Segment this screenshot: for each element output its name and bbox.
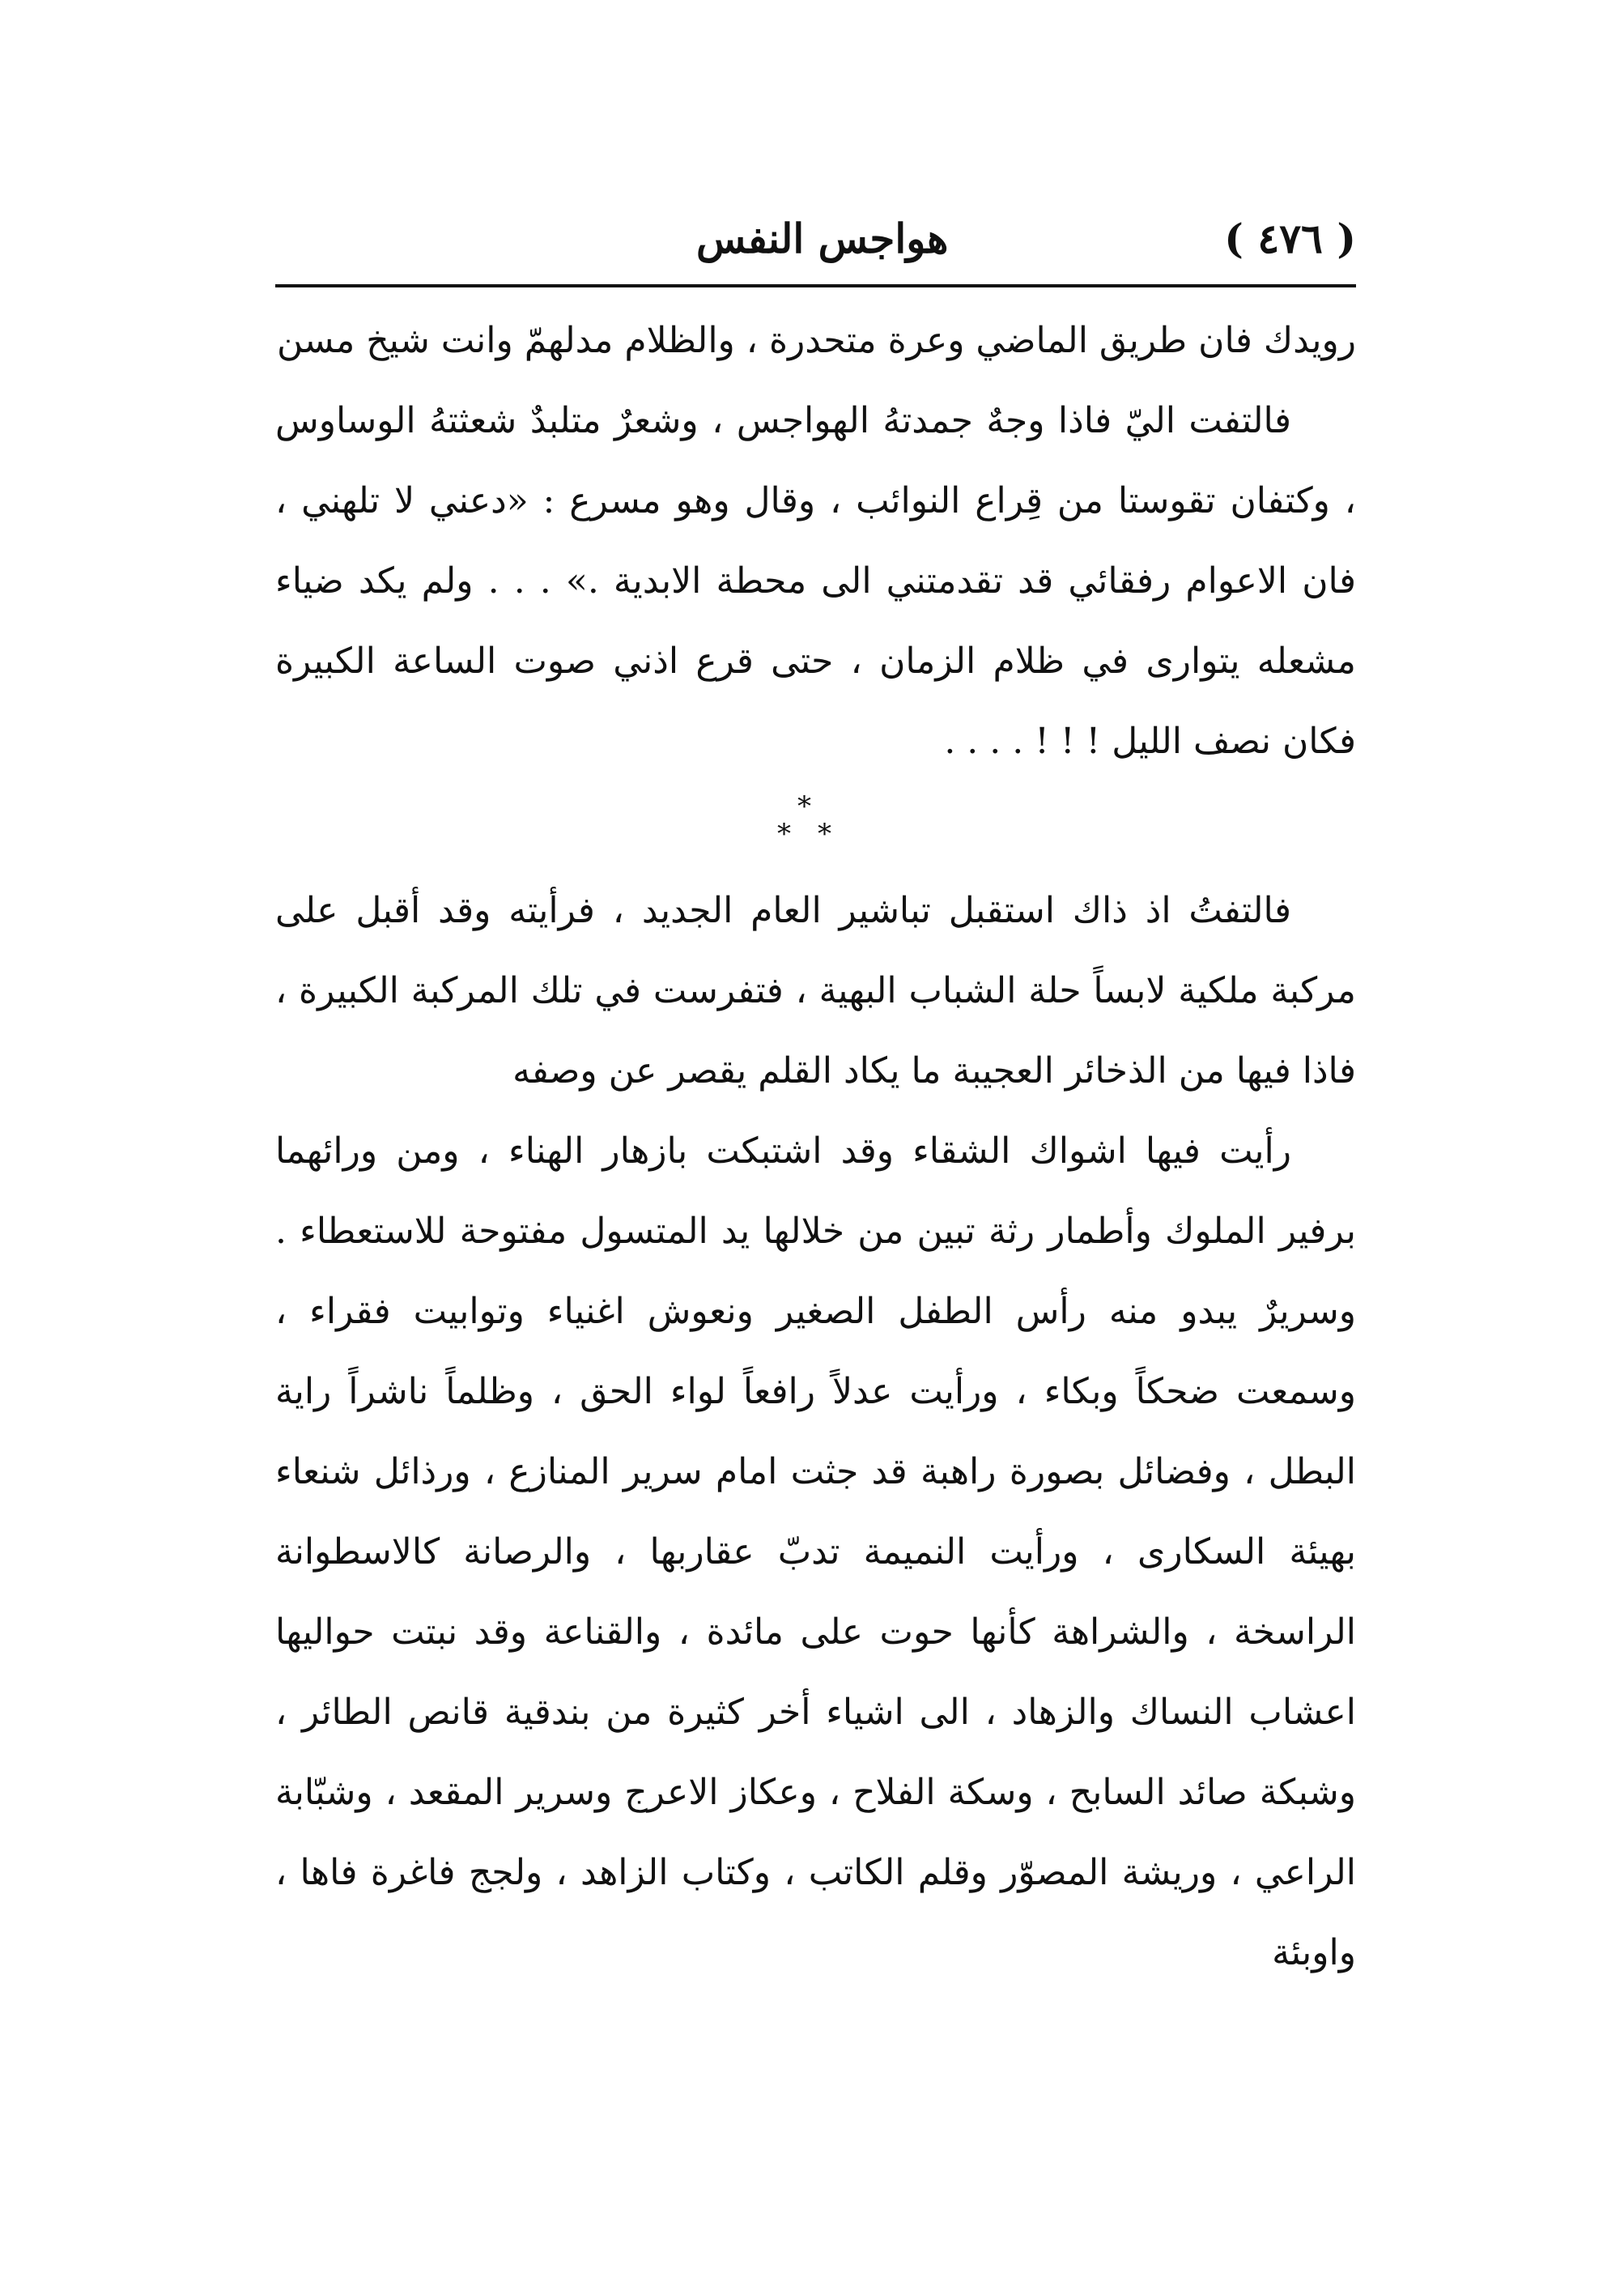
section-ornament	[275, 781, 1356, 870]
paragraph: رويدك فان طريق الماضي وعرة متحدرة ، والظلام مدلهمّ وانت شيخ مسن	[276, 320, 1356, 361]
asterism-star: *	[797, 790, 811, 823]
paragraph: رأيت فيها اشواك الشقاء وقد اشتبكت بازهار الهناء ، ومن ورائهما برفير الملوك وأطمار رثة تبين من خلالها يد المتسول مفتوحة للاستعطاء . وسريرٌ يبدو منه رأس الطفل الصغير ونعوش اغنياء وتوابيت فقراء ، وسمعت ضحكاً وبكاء ، ورأيت عدلاً رافعاً لواء الحق ، وظلماً ناشراً راية البطل ، وفضائل بصورة راهبة قد جثت امام سرير المنازع ، ورذائل شنعاء بهيئة السكارى ، ورأيت النميمة تدبّ عقاربها ، والرصانة كالاسطوانة الراسخة ، والشراهة كأنها حوت على مائدة ، والقناعة وقد نبتت حواليها اعشاب النساك والزهاد ، الى اشياء أخر كثيرة من بندقية قانص الطائر ، وشبكة صائد السابح ، وسكة الفلاح ، وعكاز الاعرج وسرير المقعد ، وشبّابة الراعي ، وريشة المصوّر وقلم الكاتب ، وكتاب الزاهد ، ولجج فاغرة فاها ، واوبئة	[275, 1130, 1356, 1973]
running-header	[275, 206, 1356, 284]
paragraph: فالتفتُ اذ ذاك استقبل تباشير العام الجديد ، فرأيته وقد أقبل على مركبة ملكية لابساً حلة الشباب البهية ، فتفرست في تلك المركبة الكبيرة ، فاذا فيها من الذخائر العجيبة ما يكاد القلم يقصر عن وصفه	[275, 890, 1356, 1092]
paragraph: فالتفت اليّ فاذا وجهٌ جمدتهُ الهواجس ، وشعرٌ متلبدٌ شعثتهُ الوساوس ، وكتفان تقوستا من قِراع النوائب ، وقال وهو مسرع : «دعني لا تلهني ، فان الاعوام رفقائي قد تقدمتني الى محطة الابدية .» . . . ولم يكد ضياء مشعله يتوارى في ظلام الزمان ، حتى قرع اذني صوت الساعة الكبيرة فكان نصف الليل ! ! ! . . . .	[275, 400, 1356, 762]
page-number: ( ٤٧٦ )	[1224, 215, 1356, 262]
header-rule	[275, 284, 1356, 287]
running-title: هواجس النفس	[696, 215, 949, 262]
asterism-star: *	[777, 818, 791, 850]
asterism-star: *	[818, 818, 831, 850]
page-body	[275, 300, 1356, 1993]
book-page	[275, 206, 1356, 1993]
